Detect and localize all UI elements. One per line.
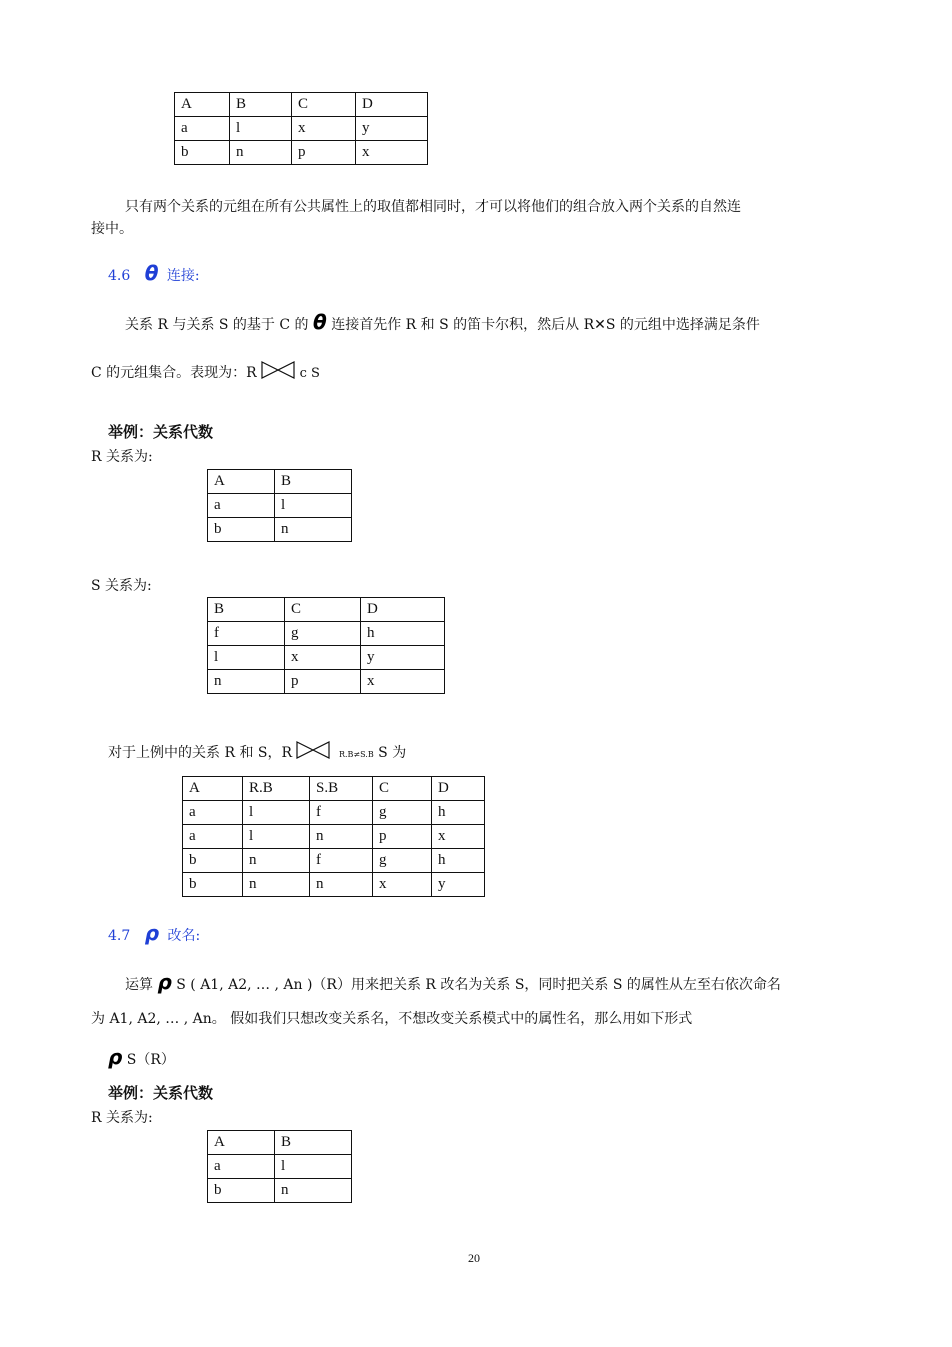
table-cell: h [432,801,485,825]
table-cell: A [208,470,275,494]
table-cell: n [275,1179,352,1203]
table-cell: C [373,777,432,801]
paragraph-text: 对于上例中的关系 R 和 S，R [108,745,293,761]
table-cell: g [373,849,432,873]
table-cell: B [230,93,292,117]
table-cell: S.B [310,777,373,801]
table-cell: a [175,117,230,141]
page-number: 20 [468,1251,480,1265]
table-cell: n [310,873,373,897]
table-cell: x [292,117,356,141]
table-cell: p [373,825,432,849]
join-condition-text: c S [299,366,320,381]
table-cell: C [285,598,361,622]
table-header-row [208,598,445,622]
table-cell: n [310,825,373,849]
relation-s-label: S 关系为: [91,578,152,594]
table-cell: B [275,470,352,494]
table-cell: h [361,622,445,646]
table-row [208,518,352,542]
rho-symbol: ρ [157,970,172,994]
formula-text: S（R） [126,1052,175,1068]
rho-symbol: ρ [108,1045,123,1069]
table-row [208,494,352,518]
table-cell: x [373,873,432,897]
join-icon [296,741,330,759]
rho-symbol: ρ [144,921,160,945]
table-cell: R.B [243,777,310,801]
example-heading: 举例：关系代数 [108,423,214,441]
paragraph-rename-line2: 为 A1, A2, … , An。 假如我们只想改变关系名，不想改变关系模式中的属性名，那么用如下形式 [91,1011,693,1027]
table-cell: A [183,777,243,801]
table-row [208,646,445,670]
section-heading-4-6 [108,261,200,288]
table-relation-r [207,469,352,542]
table-cell: a [208,494,275,518]
table-cell: a [183,825,243,849]
table-row [175,141,428,165]
table-cell: b [183,873,243,897]
table-cell: l [275,494,352,518]
table-cell: a [183,801,243,825]
table-cell: l [275,1155,352,1179]
table-cell: D [361,598,445,622]
table-row [183,825,485,849]
table-cell: x [356,141,428,165]
table-cell: p [292,141,356,165]
table-cell: n [243,873,310,897]
section-number: 4.6 [108,268,131,284]
table-row [208,622,445,646]
theta-join-result-line [108,740,406,768]
table-cell: y [356,117,428,141]
section-heading-4-7 [108,921,200,948]
table-cell: B [275,1131,352,1155]
table-header-row [208,1131,352,1155]
table-row [208,1179,352,1203]
table-cell: y [361,646,445,670]
table-cell: b [183,849,243,873]
table-cell: x [432,825,485,849]
table-cell: B [208,598,285,622]
table-relation-s [207,597,445,694]
table-cell: b [208,518,275,542]
table-cell: A [208,1131,275,1155]
table-cell: a [208,1155,275,1179]
table-cell: x [361,670,445,694]
table-cell: n [275,518,352,542]
paragraph-text: 连接首先作 R 和 S 的笛卡尔积，然后从 R✕S 的元组中选择满足条件 [331,317,760,333]
table-row [183,873,485,897]
paragraph-text: 关系 R 与关系 S 的基于 C 的 [125,317,309,333]
table-cell: A [175,93,230,117]
table-cell: l [230,117,292,141]
table-cell: b [208,1179,275,1203]
relation-r-label: R 关系为: [91,1110,153,1126]
rename-formula [108,1044,175,1073]
paragraph-natural-join [91,196,871,240]
join-icon [261,361,295,379]
table-cell: g [373,801,432,825]
table-cell: D [432,777,485,801]
table-relation-r-rename [207,1130,352,1203]
paragraph-theta-join-line2 [91,360,320,387]
table-cell: l [208,646,285,670]
table-header-row [208,470,352,494]
table-row [175,117,428,141]
table-cell: f [310,801,373,825]
table-cell: l [243,825,310,849]
table-header-row [175,93,428,117]
table-cell: f [310,849,373,873]
table-cell: g [285,622,361,646]
join-condition-subscript: R.B≠S.B [338,750,374,759]
table-cell: C [292,93,356,117]
table-row [183,801,485,825]
table-cell: y [432,873,485,897]
table-cell: l [243,801,310,825]
paragraph-rename [125,969,781,998]
theta-symbol: θ [313,310,327,334]
table-header-row [183,777,485,801]
table-row [208,670,445,694]
table-cell: n [230,141,292,165]
table-relation-join-result [174,92,428,165]
example-heading: 举例：关系代数 [108,1084,214,1102]
paragraph-text: S ( A1, A2, … , An )（R）用来把关系 R 改名为关系 S，同时把关系 S 的属性从左至右依次命名 [176,977,781,993]
section-title: 改名: [167,928,201,944]
paragraph-text: C 的元组集合。表现为：R [91,365,257,381]
paragraph-text: S 为 [378,745,407,761]
paragraph-text: 运算 [125,977,153,993]
section-number: 4.7 [108,928,131,944]
paragraph-line: 接中。 [91,221,133,237]
table-cell: D [356,93,428,117]
table-cell: n [208,670,285,694]
table-cell: n [243,849,310,873]
table-cell: h [432,849,485,873]
paragraph-line: 只有两个关系的元组在所有公共属性上的取值都相同时，才可以将他们的组合放入两个关系的自然连 [125,199,741,215]
table-row [183,849,485,873]
relation-r-label: R 关系为: [91,449,153,465]
table-cell: x [285,646,361,670]
paragraph-theta-join [125,309,760,338]
theta-symbol: θ [144,261,159,285]
section-title: 连接: [166,268,200,284]
table-cell: p [285,670,361,694]
table-theta-join-result [182,776,485,897]
table-row [208,1155,352,1179]
table-cell: f [208,622,285,646]
table-cell: b [175,141,230,165]
